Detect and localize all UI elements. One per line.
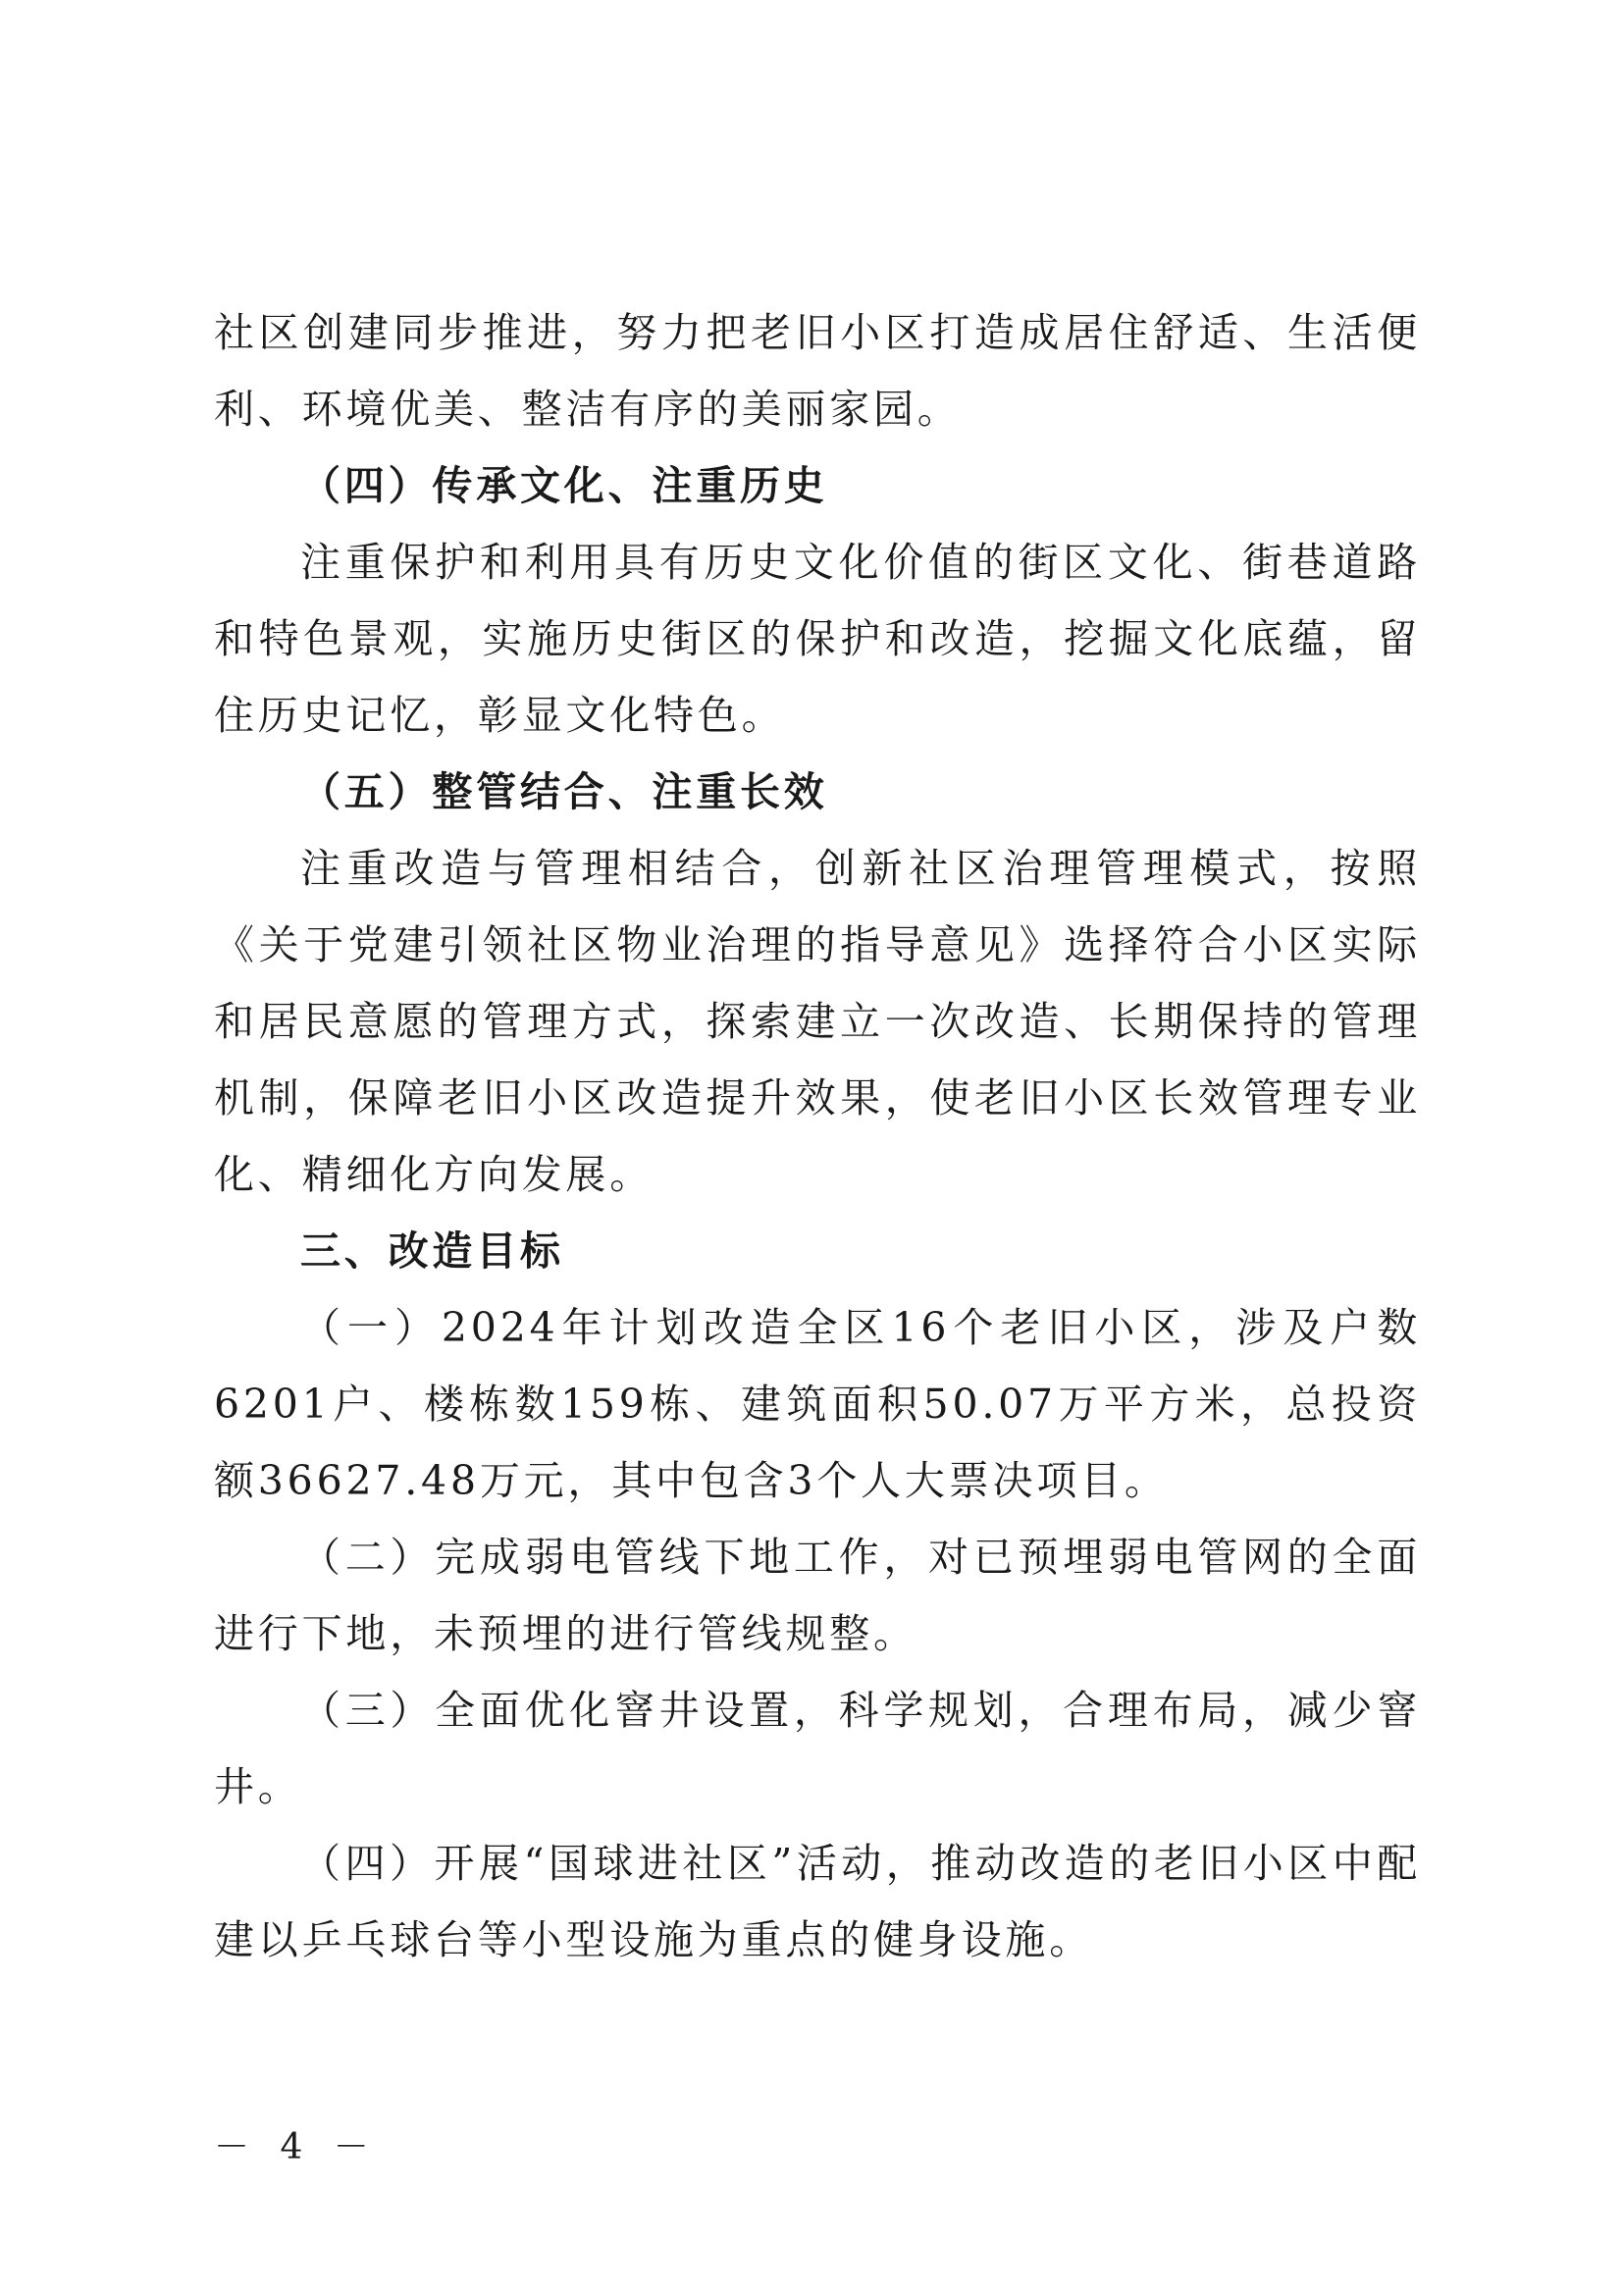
section-heading: （四）传承文化、注重历史 <box>300 462 828 509</box>
body-paragraph: 社区创建同步推进，努力把老旧小区打造成居住舒适、生活便利、环境优美、整洁有序的美丽家园。 <box>214 309 1421 433</box>
body-paragraph: 注重保护和利用具有历史文化价值的街区文化、街巷道路和特色景观，实施历史街区的保护和改造，挖掘文化底蕴，留住历史记忆，彰显文化特色。 <box>214 539 1421 739</box>
page-number: － 4 － <box>214 2127 379 2167</box>
body-paragraph: （四）开展“国球进社区”活动，推动改造的老旧小区中配建以乒乓球台等小型设施为重点的健身设施。 <box>214 1840 1421 1963</box>
body-paragraph: 注重改造与管理相结合，创新社区治理管理模式，按照《关于党建引领社区物业治理的指导意见》选择符合小区实际和居民意愿的管理方式，探索建立一次改造、长期保持的管理机制，保障老旧小区改造提升效果，使老旧小区长效管理专业化、精细化方向发展。 <box>214 845 1421 1198</box>
body-paragraph: （二）完成弱电管线下地工作，对已预埋弱电管网的全面进行下地，未预埋的进行管线规整。 <box>214 1534 1421 1657</box>
body-paragraph: （一）2024年计划改造全区16个老旧小区，涉及户数6201户、楼栋数159栋、建筑面积50.07万平方米，总投资额36627.48万元，其中包含3个人大票决项目。 <box>214 1304 1421 1504</box>
chapter-heading: 三、改造目标 <box>300 1227 564 1275</box>
body-paragraph: （三）全面优化窨井设置，科学规划，合理布局，减少窨井。 <box>214 1687 1421 1810</box>
document-page <box>214 294 1421 1978</box>
section-heading: （五）整管结合、注重长效 <box>300 768 828 815</box>
